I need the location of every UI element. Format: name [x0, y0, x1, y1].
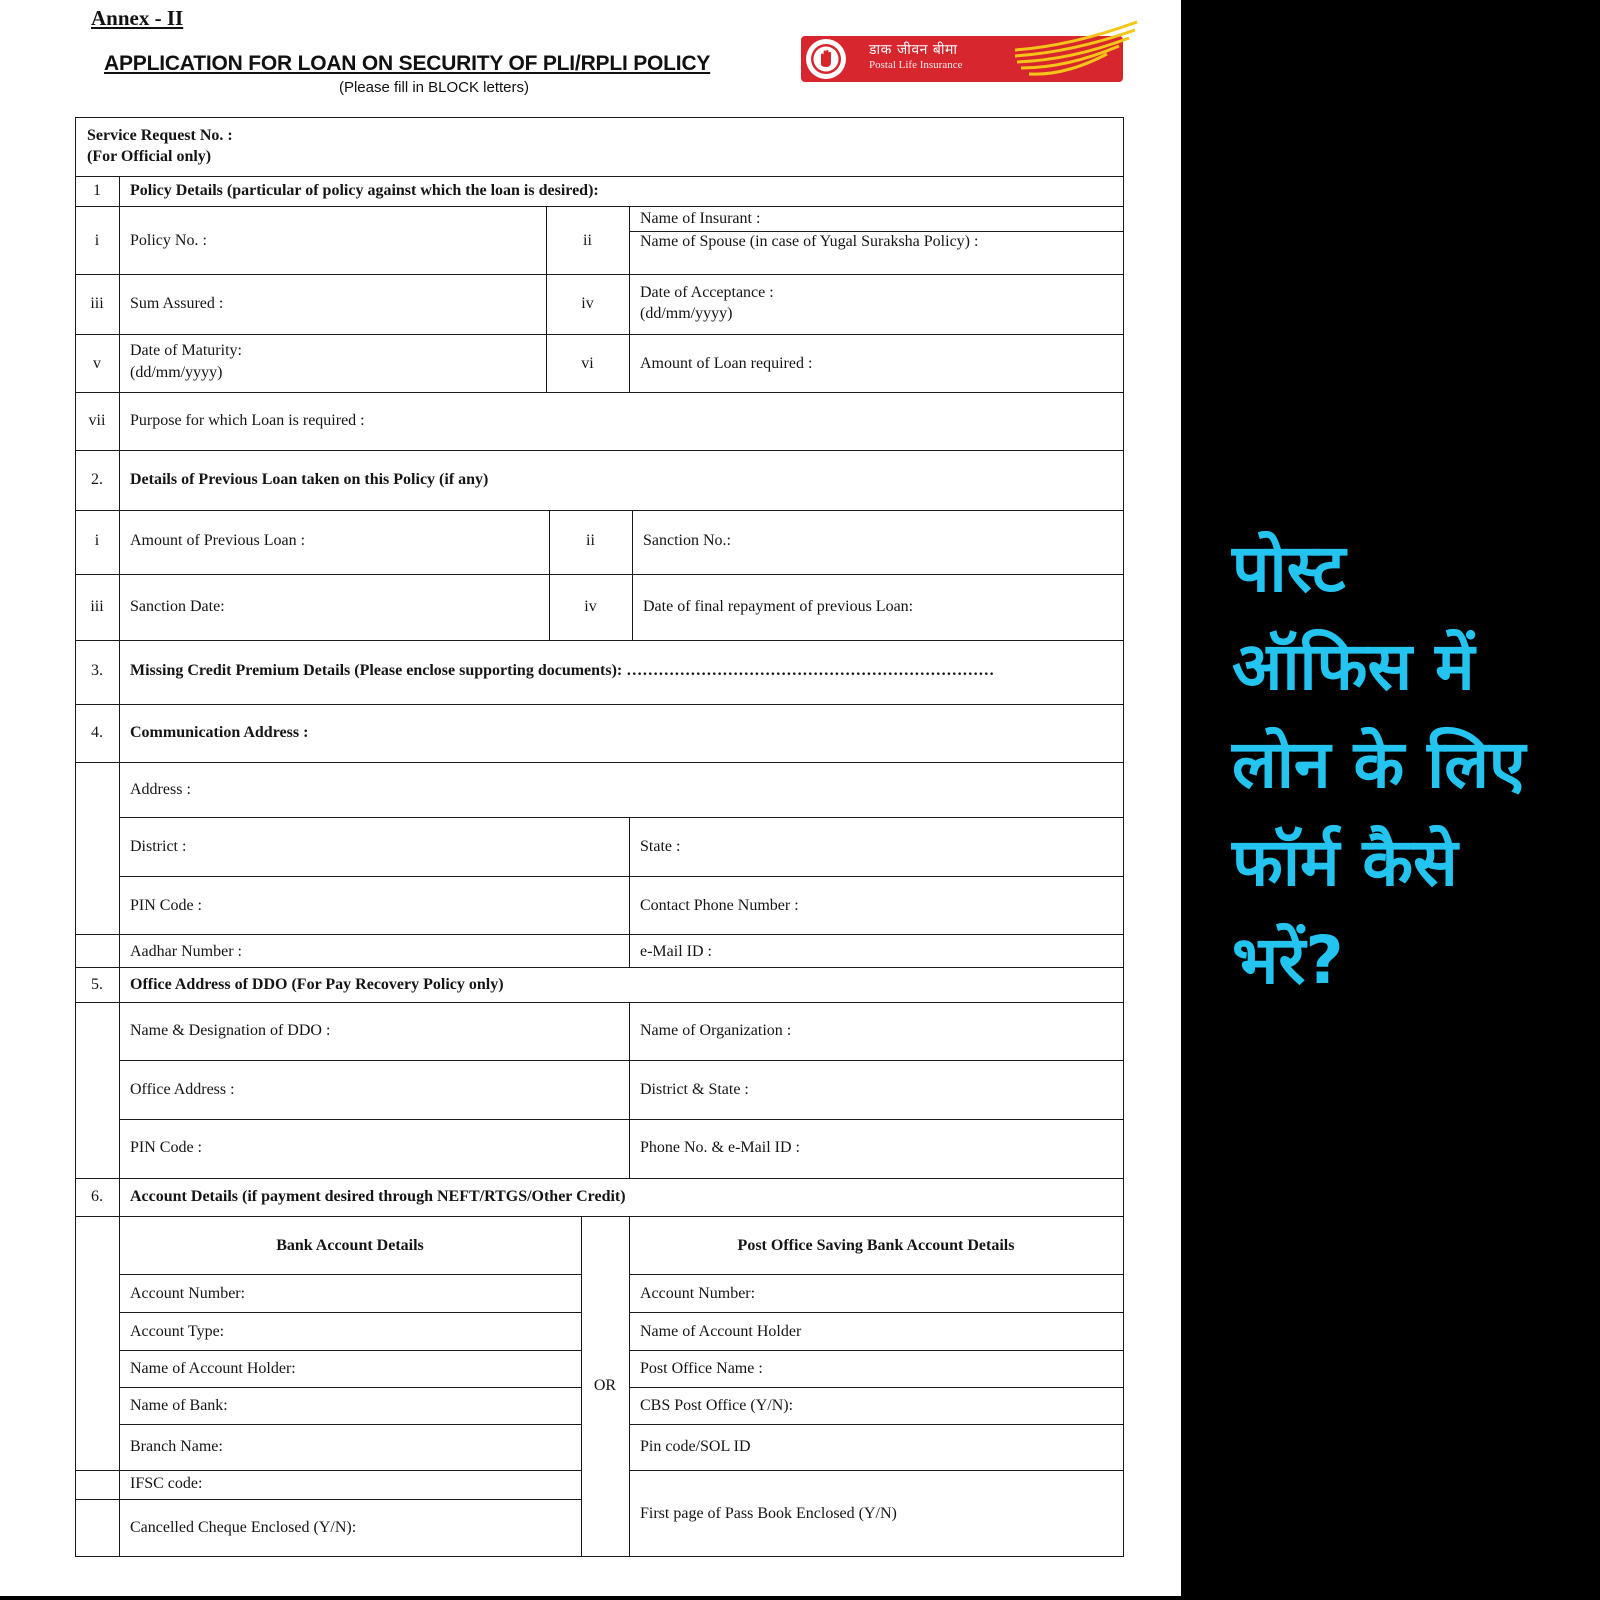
section-5-title: Office Address of DDO (For Pay Recovery Policy only): [130, 976, 504, 993]
aadhar-number-field[interactable]: Aadhar Number :: [130, 943, 242, 960]
office-address-field[interactable]: Office Address :: [130, 1081, 235, 1098]
row-number-vi: vi: [581, 355, 594, 372]
ifsc-code-field[interactable]: IFSC code:: [130, 1475, 203, 1492]
headline-line: भरें?: [1232, 922, 1344, 999]
po-account-header: Post Office Saving Bank Account Details: [737, 1237, 1015, 1254]
service-request-note: (For Official only): [87, 148, 212, 165]
post-office-name-field[interactable]: Post Office Name :: [640, 1360, 763, 1377]
ddo-pin-code-field[interactable]: PIN Code :: [130, 1139, 202, 1156]
name-of-spouse-field[interactable]: Name of Spouse (in case of Yugal Suraksha Policy) :: [640, 233, 979, 250]
section-3-number: 3.: [91, 662, 103, 679]
loan-purpose-field[interactable]: Purpose for which Loan is required :: [130, 412, 365, 429]
bank-account-holder-field[interactable]: Name of Account Holder:: [130, 1360, 296, 1377]
wings-icon: [1011, 20, 1141, 92]
branch-name-field[interactable]: Branch Name:: [130, 1438, 223, 1455]
po-account-holder-field[interactable]: Name of Account Holder: [640, 1323, 802, 1340]
row-number-i: i: [94, 532, 100, 549]
final-repayment-date-field[interactable]: Date of final repayment of previous Loan:: [643, 598, 914, 615]
annex-label: Annex - II: [91, 6, 184, 30]
name-of-insurant-field[interactable]: Name of Insurant :: [640, 210, 761, 227]
section-2-number: 2.: [91, 471, 103, 488]
headline-line: लोन के लिए: [1232, 726, 1526, 803]
section-2-title: Details of Previous Loan taken on this Policy (if any): [130, 471, 489, 488]
date-format-hint: (dd/mm/yyyy): [640, 305, 733, 322]
cbs-post-office-field[interactable]: CBS Post Office (Y/N):: [640, 1397, 794, 1414]
sum-assured-field[interactable]: Sum Assured :: [130, 295, 224, 312]
form-subtitle: (Please fill in BLOCK letters): [338, 79, 530, 96]
service-request-label: Service Request No. :: [87, 127, 233, 144]
logo-hindi-text: डाक जीवन बीमा: [869, 42, 958, 58]
email-field[interactable]: e-Mail ID :: [640, 943, 712, 960]
headline-line: ऑफिस में: [1232, 628, 1475, 705]
address-field[interactable]: Address :: [130, 781, 191, 798]
bank-account-type-field[interactable]: Account Type:: [130, 1323, 225, 1340]
row-number-iii: iii: [90, 295, 104, 312]
sanction-no-field[interactable]: Sanction No.:: [643, 532, 731, 549]
bank-account-number-field[interactable]: Account Number:: [130, 1285, 246, 1302]
row-number-i: i: [94, 232, 100, 249]
previous-loan-amount-field[interactable]: Amount of Previous Loan :: [130, 532, 306, 549]
section-1-title: Policy Details (particular of policy against which the loan is desired):: [130, 182, 599, 199]
row-number-v: v: [93, 355, 101, 372]
row-number-ii: ii: [586, 532, 595, 549]
phone-email-field[interactable]: Phone No. & e-Mail ID :: [640, 1139, 800, 1156]
district-field[interactable]: District :: [130, 838, 187, 855]
section-4-title: Communication Address :: [130, 724, 309, 741]
pin-code-sol-id-field[interactable]: Pin code/SOL ID: [640, 1438, 751, 1455]
section-5-number: 5.: [91, 976, 103, 993]
bank-account-header: Bank Account Details: [276, 1237, 424, 1254]
contact-phone-field[interactable]: Contact Phone Number :: [640, 897, 799, 914]
headline-line: फॉर्म कैसे: [1232, 824, 1458, 901]
row-number-iii: iii: [90, 598, 104, 615]
cancelled-cheque-field[interactable]: Cancelled Cheque Enclosed (Y/N):: [130, 1519, 357, 1536]
policy-no-field[interactable]: Policy No. :: [130, 232, 207, 249]
hindi-headline: [1232, 520, 1592, 1010]
ddo-name-field[interactable]: Name & Designation of DDO :: [130, 1022, 331, 1039]
row-number-iv: iv: [581, 295, 594, 312]
section-1-number: 1: [93, 182, 101, 199]
form-title: APPLICATION FOR LOAN ON SECURITY OF PLI/RPLI POLICY: [104, 52, 711, 75]
pin-code-field[interactable]: PIN Code :: [130, 897, 202, 914]
date-format-hint: (dd/mm/yyyy): [130, 364, 223, 381]
date-of-acceptance-field[interactable]: Date of Acceptance :: [640, 284, 774, 301]
row-number-ii: ii: [583, 232, 592, 249]
po-account-number-field[interactable]: Account Number:: [640, 1285, 756, 1302]
hand-emblem-icon: [806, 39, 846, 79]
district-state-field[interactable]: District & State :: [640, 1081, 749, 1098]
section-4-number: 4.: [91, 724, 103, 741]
section-3-title: Missing Credit Premium Details (Please enclose supporting documents): ……………………………………………………………: [130, 662, 995, 679]
date-of-maturity-field[interactable]: Date of Maturity:: [130, 342, 242, 359]
organization-name-field[interactable]: Name of Organization :: [640, 1022, 792, 1039]
or-divider-label: OR: [593, 1377, 617, 1394]
section-6-number: 6.: [91, 1188, 103, 1205]
logo-english-text: Postal Life Insurance: [869, 59, 963, 71]
row-number-iv: iv: [584, 598, 597, 615]
state-field[interactable]: State :: [640, 838, 681, 855]
sanction-date-field[interactable]: Sanction Date:: [130, 598, 225, 615]
amount-of-loan-field[interactable]: Amount of Loan required :: [640, 355, 813, 372]
headline-line: पोस्ट: [1232, 530, 1346, 607]
bank-name-field[interactable]: Name of Bank:: [130, 1397, 228, 1414]
section-6-title: Account Details (if payment desired through NEFT/RTGS/Other Credit): [130, 1188, 626, 1205]
row-number-vii: vii: [88, 412, 106, 429]
postal-life-insurance-logo: [801, 32, 1123, 86]
passbook-enclosed-field[interactable]: First page of Pass Book Enclosed (Y/N): [640, 1505, 897, 1522]
